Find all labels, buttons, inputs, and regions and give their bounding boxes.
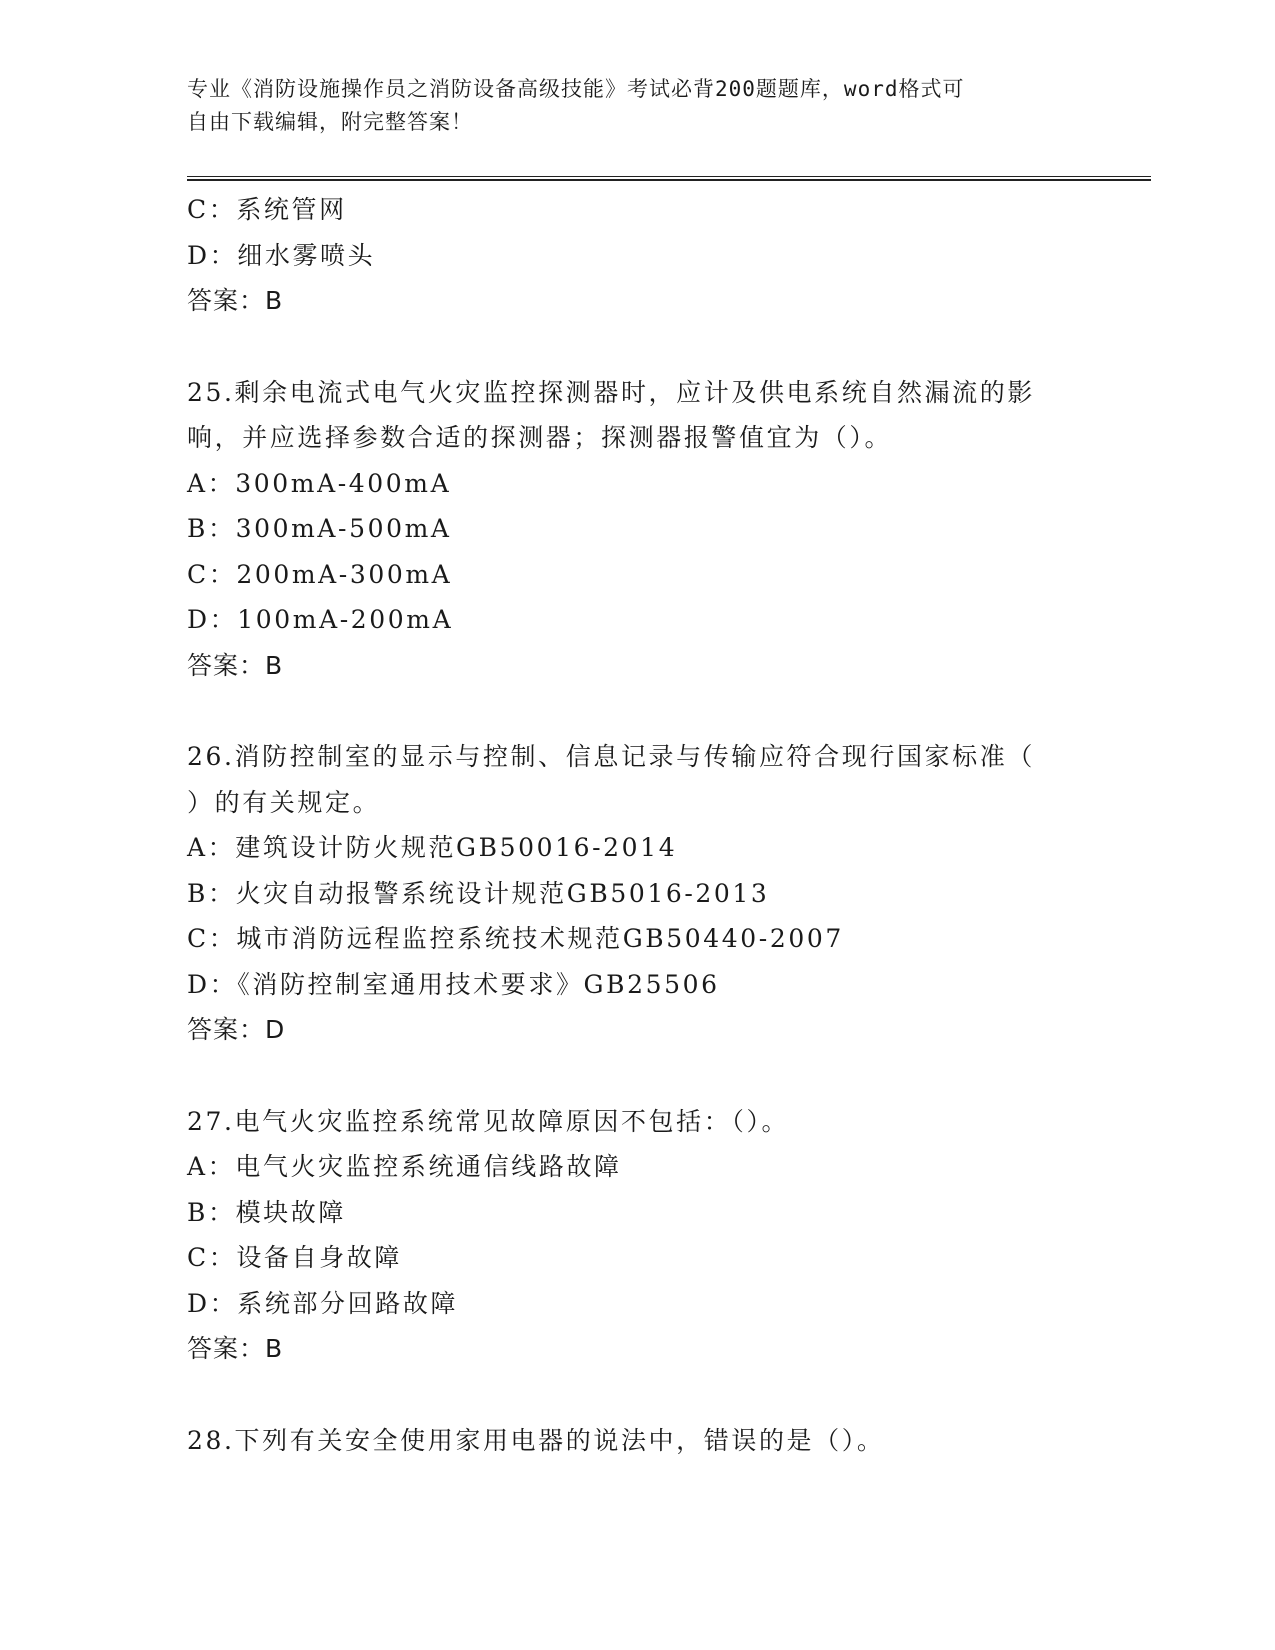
header-title-line-2: 自由下载编辑，附完整答案！ bbox=[187, 110, 473, 134]
option-d: D：细水雾喷头 bbox=[187, 240, 376, 270]
option-d: D：100mA-200mA bbox=[187, 605, 454, 634]
question-stem: ）的有关规定。 bbox=[187, 787, 381, 817]
spacer bbox=[187, 324, 1087, 370]
header-divider bbox=[187, 176, 1151, 181]
option-a: A：300mA-400mA bbox=[187, 468, 452, 498]
option-b: B：火灾自动报警系统设计规范GB5016-2013 bbox=[187, 878, 770, 908]
question-27 bbox=[187, 1099, 1087, 1372]
option-a: A：建筑设计防火规范GB50016-2014 bbox=[187, 833, 678, 862]
option-c: C：城市消防远程监控系统技术规范GB50440-2007 bbox=[187, 924, 844, 953]
answer-line: 答案：B bbox=[187, 1334, 284, 1363]
document-header bbox=[187, 73, 1067, 139]
question-stem: 响，并应选择参数合适的探测器；探测器报警值宜为（）。 bbox=[187, 423, 893, 452]
question-stem: 28.下列有关安全使用家用电器的说法中，错误的是（）。 bbox=[187, 1425, 885, 1455]
question-stem: 26.消防控制室的显示与控制、信息记录与传输应符合现行国家标准（ bbox=[187, 742, 1035, 771]
header-title-line-1: 专业《消防设施操作员之消防设备高级技能》考试必背200题题库，word格式可 bbox=[187, 77, 965, 101]
option-c: C：200mA-300mA bbox=[187, 559, 453, 589]
option-c: C：设备自身故障 bbox=[187, 1243, 402, 1272]
answer-line: 答案：B bbox=[187, 286, 284, 315]
question-list bbox=[187, 187, 1087, 1463]
spacer bbox=[187, 688, 1087, 734]
answer-line: 答案：B bbox=[187, 650, 284, 680]
option-b: B：300mA-500mA bbox=[187, 514, 452, 543]
answer-line: 答案：D bbox=[187, 1015, 286, 1044]
question-26 bbox=[187, 734, 1087, 1053]
question-stem: 27.电气火灾监控系统常见故障原因不包括：（）。 bbox=[187, 1106, 790, 1136]
option-c: C：系统管网 bbox=[187, 195, 347, 224]
question-25 bbox=[187, 370, 1087, 689]
question-28 bbox=[187, 1418, 1087, 1464]
option-d: D：系统部分回路故障 bbox=[187, 1288, 459, 1318]
option-d: D：《消防控制室通用技术要求》GB25506 bbox=[187, 969, 720, 999]
option-b: B：模块故障 bbox=[187, 1197, 346, 1227]
question-24-tail bbox=[187, 187, 1087, 324]
option-a: A：电气火灾监控系统通信线路故障 bbox=[187, 1152, 622, 1181]
spacer bbox=[187, 1053, 1087, 1099]
question-stem: 25.剩余电流式电气火灾监控探测器时，应计及供电系统自然漏流的影 bbox=[187, 377, 1035, 407]
spacer bbox=[187, 1372, 1087, 1418]
